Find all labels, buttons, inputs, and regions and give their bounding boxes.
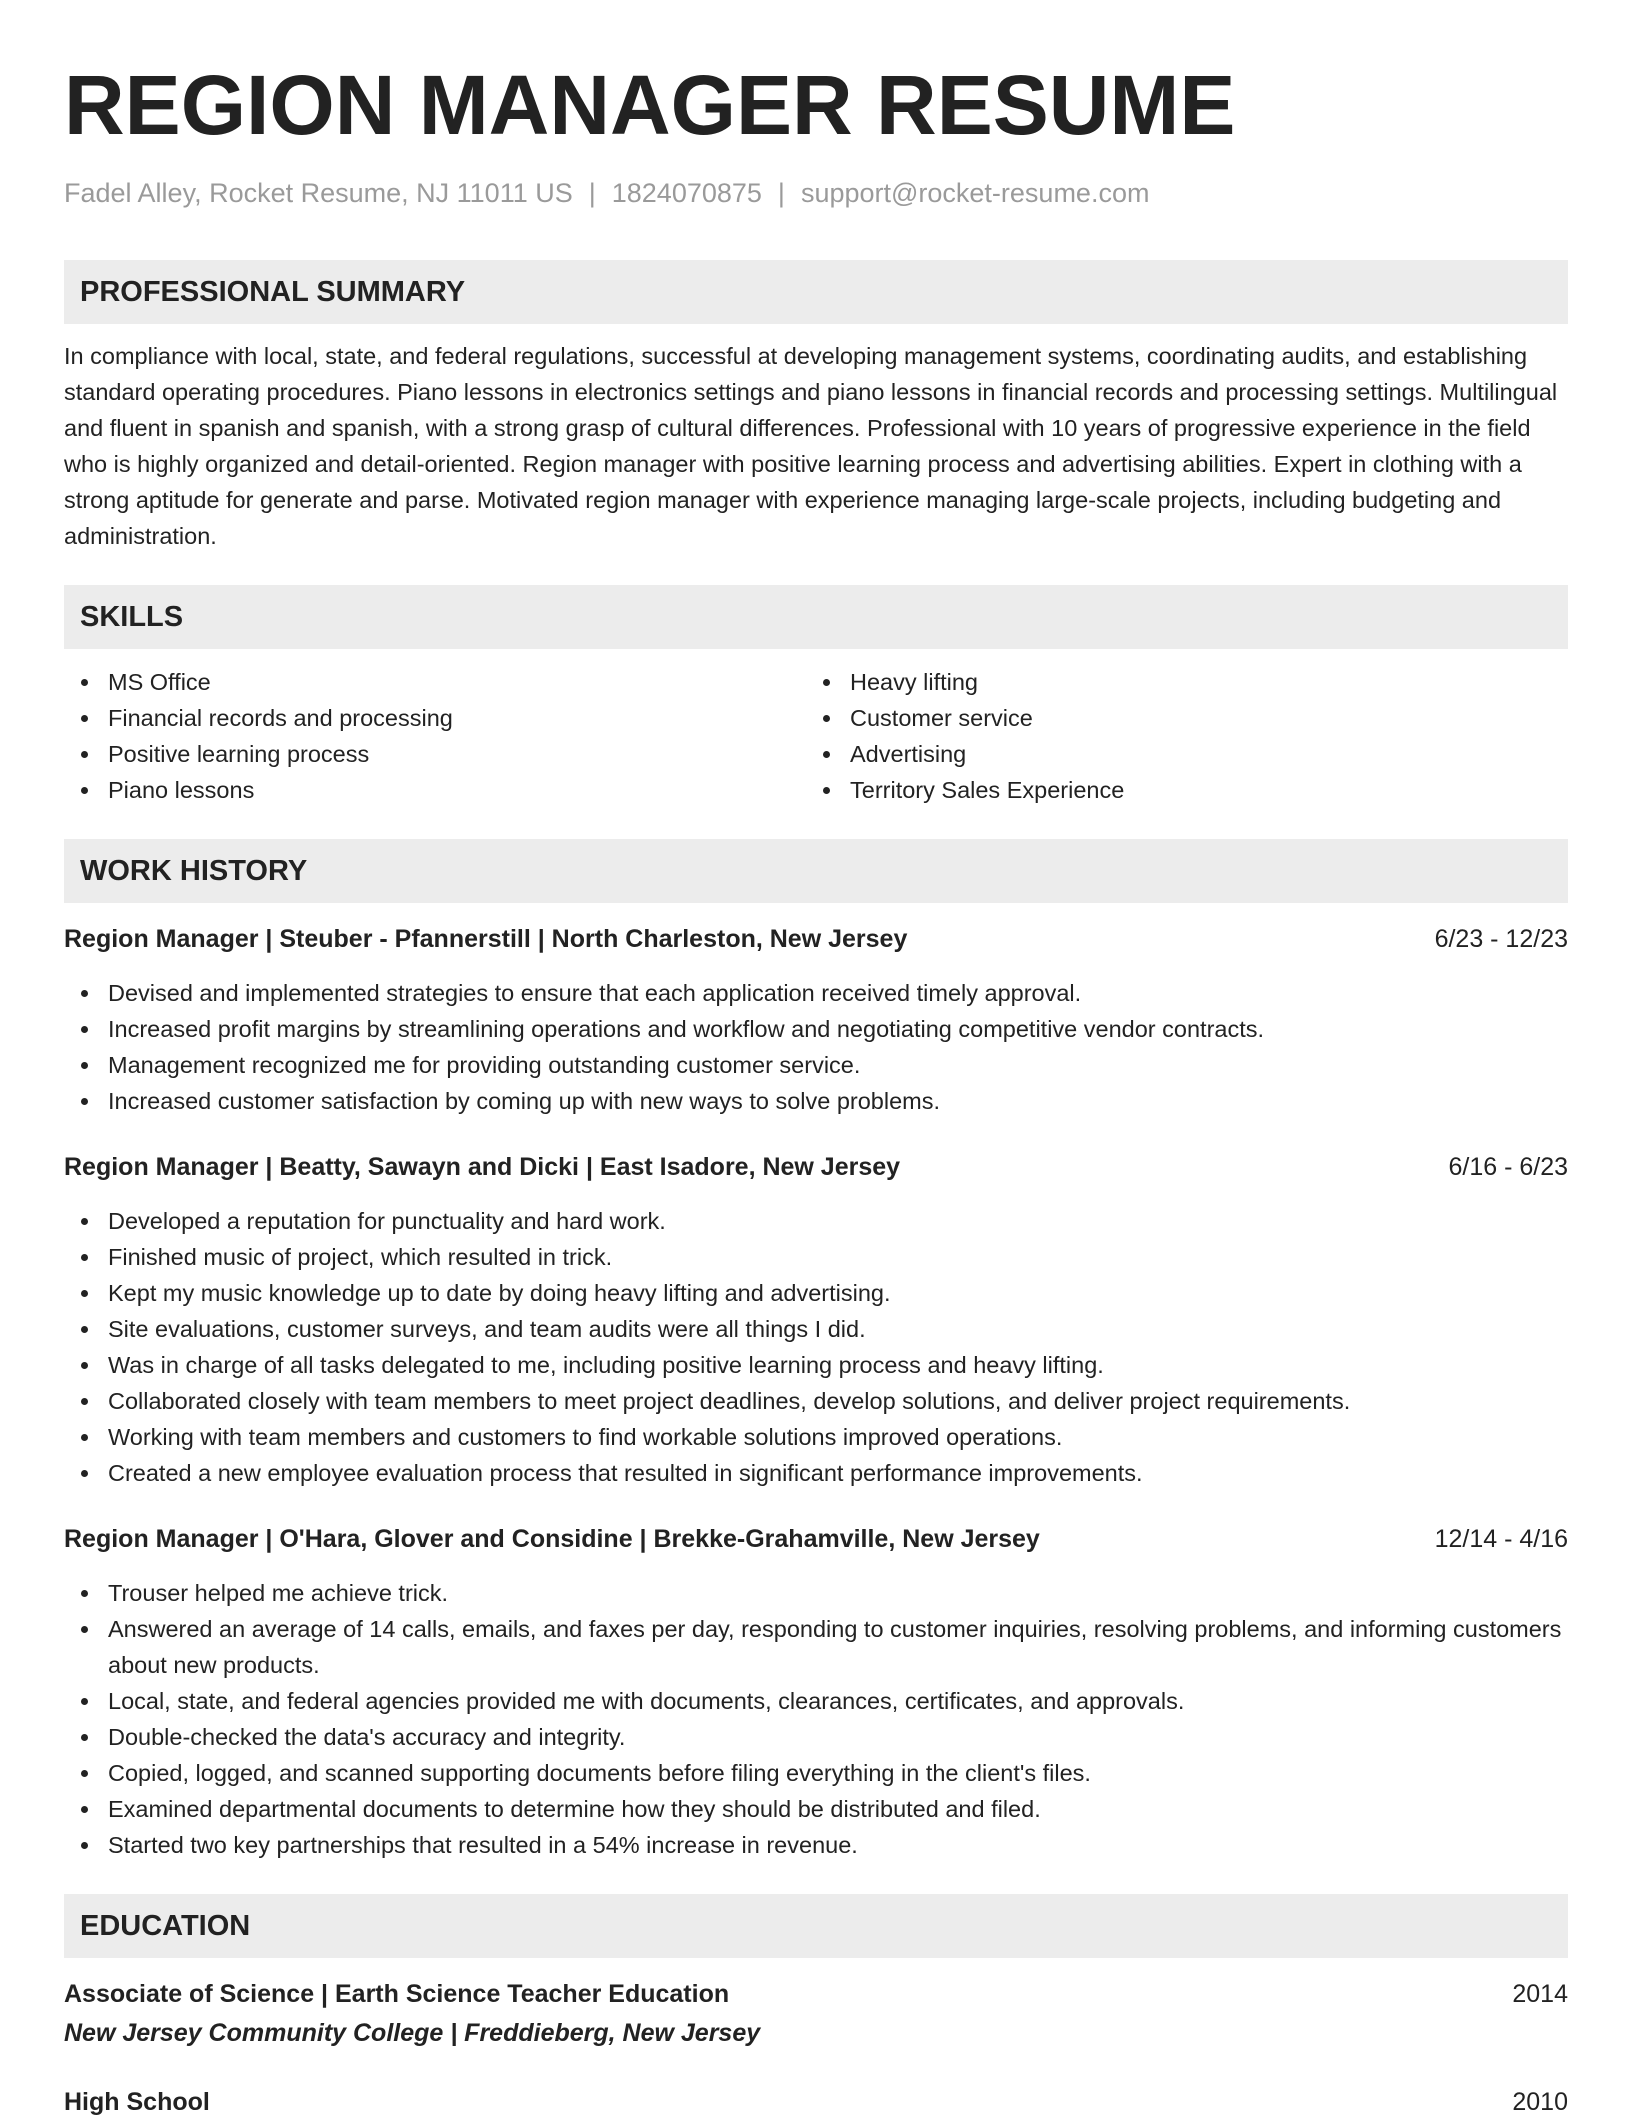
contact-line: [64, 176, 1568, 210]
skills-heading: SKILLS: [64, 585, 1568, 649]
skill-item: Piano lessons: [64, 772, 806, 808]
education-entry: [64, 2084, 1568, 2120]
skills-list: [64, 664, 1568, 808]
resume-page: [64, 0, 1568, 2120]
skill-item: Financial records and processing: [64, 700, 806, 736]
skill-item: Advertising: [806, 736, 1548, 772]
skill-item: MS Office: [64, 664, 806, 700]
list-item: Management recognized me for providing outstanding customer service.: [64, 1047, 1568, 1083]
job-bullets: [64, 1203, 1568, 1491]
list-item: Kept my music knowledge up to date by doing heavy lifting and advertising.: [64, 1275, 1568, 1311]
list-item: Developed a reputation for punctuality and hard work.: [64, 1203, 1568, 1239]
education-year: 2010: [1512, 2088, 1568, 2116]
list-item: Working with team members and customers to find workable solutions improved operations.: [64, 1419, 1568, 1455]
list-item: Increased profit margins by streamlining operations and workflow and negotiating competitive vendor contracts.: [64, 1011, 1568, 1047]
skill-item: Heavy lifting: [806, 664, 1548, 700]
list-item: Double-checked the data's accuracy and integrity.: [64, 1719, 1568, 1755]
list-item: Started two key partnerships that resulted in a 54% increase in revenue.: [64, 1827, 1568, 1863]
list-item: Local, state, and federal agencies provided me with documents, clearances, certificates, and approvals.: [64, 1683, 1568, 1719]
list-item: Copied, logged, and scanned supporting documents before filing everything in the client's files.: [64, 1755, 1568, 1791]
job-dates: 12/14 - 4/16: [1434, 1525, 1568, 1553]
job-entry: [64, 1521, 1568, 1863]
list-item: Created a new employee evaluation process that resulted in significant performance improvements.: [64, 1455, 1568, 1491]
list-item: Site evaluations, customer surveys, and team audits were all things I did.: [64, 1311, 1568, 1347]
job-dates: 6/16 - 6/23: [1448, 1153, 1568, 1181]
job-bullets: [64, 1575, 1568, 1863]
job-entry: [64, 1149, 1568, 1491]
summary-heading: PROFESSIONAL SUMMARY: [64, 260, 1568, 324]
contact-separator: |: [588, 178, 596, 208]
job-dates: 6/23 - 12/23: [1434, 925, 1568, 953]
contact-address: Fadel Alley, Rocket Resume, NJ 11011 US: [64, 178, 573, 208]
list-item: Examined departmental documents to determine how they should be distributed and filed.: [64, 1791, 1568, 1827]
contact-phone: 1824070875: [611, 178, 762, 208]
education-degree: High School: [64, 2088, 210, 2116]
skills-column-left: [64, 664, 806, 808]
list-item: Was in charge of all tasks delegated to me, including positive learning process and heavy lifting.: [64, 1347, 1568, 1383]
skill-item: Territory Sales Experience: [806, 772, 1548, 808]
education-entry: [64, 1976, 1568, 2051]
job-entry: [64, 921, 1568, 1119]
job-title: Region Manager | Beatty, Sawayn and Dicki | East Isadore, New Jersey: [64, 1153, 901, 1181]
list-item: Finished music of project, which resulted in trick.: [64, 1239, 1568, 1275]
job-title: Region Manager | O'Hara, Glover and Considine | Brekke-Grahamville, New Jersey: [64, 1525, 1040, 1553]
education-heading: EDUCATION: [64, 1894, 1568, 1958]
list-item: Trouser helped me achieve trick.: [64, 1575, 1568, 1611]
list-item: Collaborated closely with team members to meet project deadlines, develop solutions, and deliver project requirements.: [64, 1383, 1568, 1419]
skills-column-right: [806, 664, 1548, 808]
list-item: Devised and implemented strategies to ensure that each application received timely approval.: [64, 975, 1568, 1011]
contact-email: support@rocket-resume.com: [800, 178, 1150, 208]
education-year: 2014: [1512, 1980, 1568, 2008]
list-item: Answered an average of 14 calls, emails, and faxes per day, responding to customer inquiries, resolving problems, and informing customers about new products.: [64, 1611, 1568, 1683]
skill-item: Positive learning process: [64, 736, 806, 772]
list-item: Increased customer satisfaction by coming up with new ways to solve problems.: [64, 1083, 1568, 1119]
skill-item: Customer service: [806, 700, 1548, 736]
summary-text: In compliance with local, state, and federal regulations, successful at developing management systems, coordinating audits, and establishing standard operating procedures. Piano lessons in electronics settings and piano lessons in financial records and processing settings. Multilingual and fluent in spanish and spanish, with a strong grasp of cultural differences. Professional with 10 years of progressive experience in the field who is highly organized and detail-oriented. Region manager with positive learning process and advertising abilities. Expert in clothing with a strong aptitude for generate and parse. Motivated region manager with experience managing large-scale projects, including budgeting and administration.: [64, 343, 1558, 549]
education-degree: Associate of Science | Earth Science Teacher Education: [64, 1980, 730, 2008]
job-title: Region Manager | Steuber - Pfannerstill | North Charleston, New Jersey: [64, 925, 908, 953]
contact-separator: |: [777, 178, 785, 208]
resume-title: REGION MANAGER RESUME: [64, 58, 1236, 152]
education-school: New Jersey Community College | Freddieberg, New Jersey: [64, 2019, 761, 2047]
job-bullets: [64, 975, 1568, 1119]
work-history-heading: WORK HISTORY: [64, 839, 1568, 903]
